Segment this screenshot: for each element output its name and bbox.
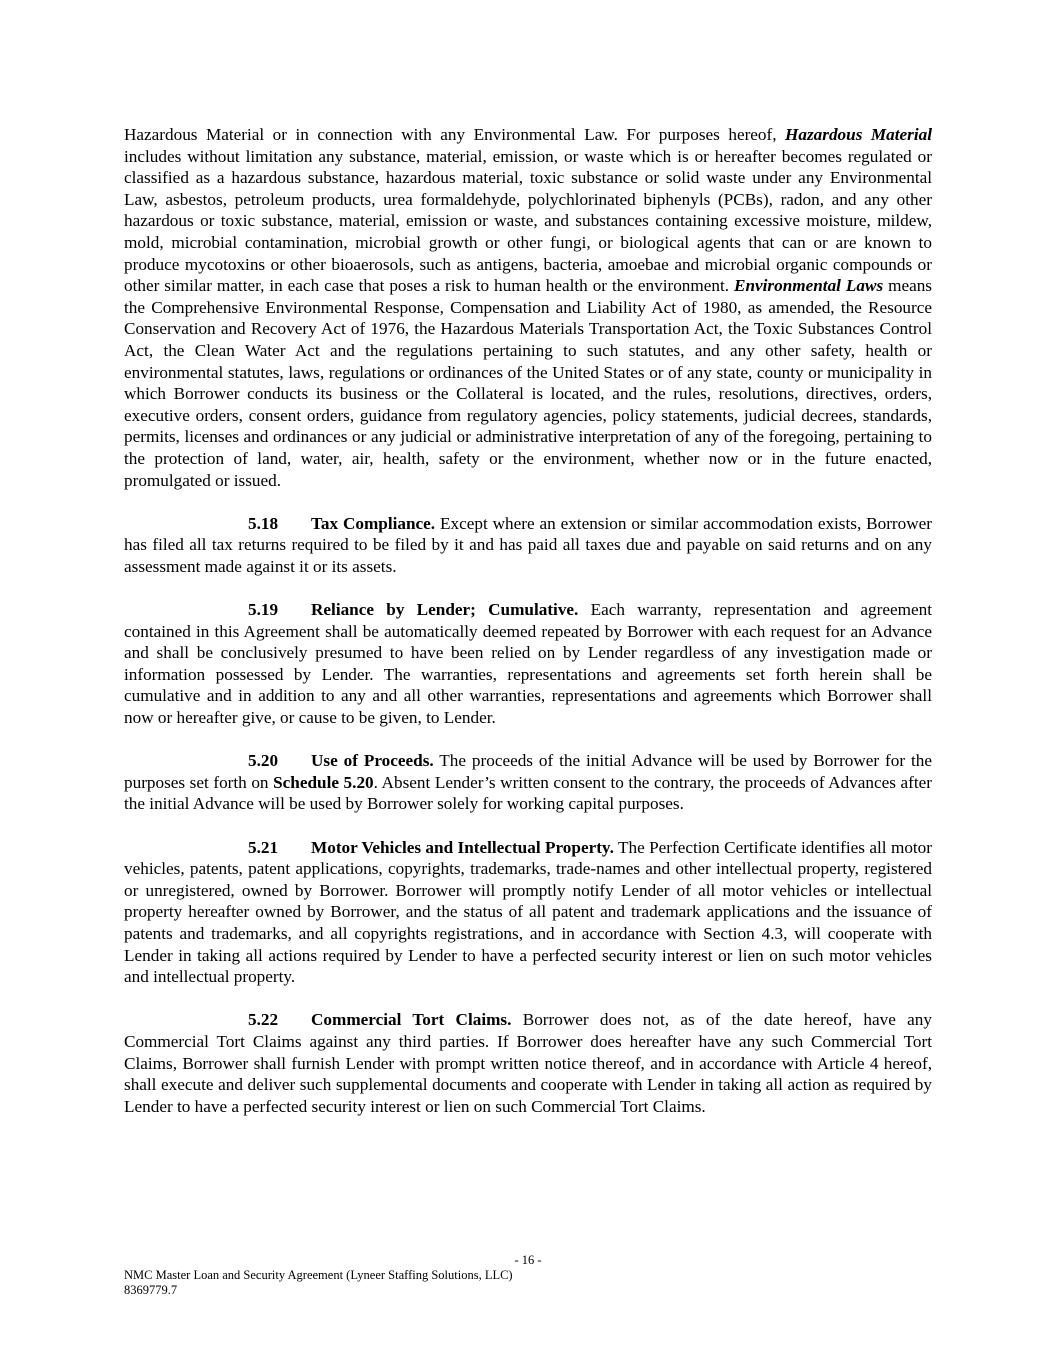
section-number: 5.21 bbox=[248, 837, 279, 857]
section-number: 5.20 bbox=[248, 751, 279, 771]
document-title: NMC Master Loan and Security Agreement (Lyneer Staffing Solutions, LLC) bbox=[124, 1268, 513, 1282]
section-number: 5.22 bbox=[248, 1010, 279, 1030]
section-heading: Tax Compliance. bbox=[311, 513, 436, 533]
section-number: 5.18 bbox=[248, 513, 279, 533]
section-5-20: 5.20 Use of Proceeds. The proceeds of the initial Advance will be used by Borrower for the purposes set forth on Schedule 5.20. Absent Lender’s written consent to the contrary, the proceeds of Advances after the initial Advance will be used by Borrower solely for working capital purposes. bbox=[124, 751, 932, 814]
section-heading: Reliance by Lender; Cumulative. bbox=[311, 600, 579, 620]
section-number: 5.19 bbox=[248, 600, 279, 620]
defined-term: Hazardous Material bbox=[785, 125, 932, 144]
section-heading: Motor Vehicles and Intellectual Property. bbox=[311, 837, 614, 857]
schedule-reference: Schedule 5.20 bbox=[273, 772, 374, 792]
section-heading: Commercial Tort Claims. bbox=[311, 1010, 512, 1030]
defined-term: Environmental Laws bbox=[733, 276, 884, 296]
document-id: 8369779.7 bbox=[124, 1283, 178, 1297]
section-5-19: 5.19 Reliance by Lender; Cumulative. Each warranty, representation and agreement contained in this Agreement shall be automatically deemed repeated by Borrower with each request for an Advance and shall be conclusively presumed to have been relied on by Lender regardless of any investigation made or information possessed by Lender. The warranties, representations and agreements set forth herein shall be cumulative and in addition to any and all other warranties, representations and agreements which Borrower shall now or hereafter give, or cause to be given, to Lender. bbox=[124, 600, 932, 728]
page-number: - 16 - bbox=[514, 1253, 542, 1267]
section-heading: Use of Proceeds. bbox=[311, 751, 434, 771]
page-footer bbox=[124, 1253, 932, 1298]
section-5-21: 5.21 Motor Vehicles and Intellectual Property. The Perfection Certificate identifies all motor vehicles, patents, patent applications, copyrights, trademarks, trade-names and other intellectual property, registered or unregistered, owned by Borrower. Borrower will promptly notify Lender of all motor vehicles or intellectual property hereafter owned by Borrower, and the status of all patent and trademark applications and the issuance of patents and trademarks, and all copyrights registrations, and in accordance with Section 4.3, will cooperate with Lender in taking all actions required by Lender to have a perfected security interest or lien on such motor vehicles and intellectual property. bbox=[124, 837, 932, 987]
section-5-22: 5.22 Commercial Tort Claims. Borrower does not, as of the date hereof, have any Commercial Tort Claims against any third parties. If Borrower does hereafter have any such Commercial Tort Claims, Borrower shall furnish Lender with prompt written notice thereof, and in accordance with Article 4 hereof, shall execute and deliver such supplemental documents and cooperate with Lender in taking all action as required by Lender to have a perfected security interest or lien on such Commercial Tort Claims. bbox=[124, 1010, 932, 1116]
document-body bbox=[124, 124, 932, 1117]
paragraph-definitions: Hazardous Material or in connection with any Environmental Law. For purposes hereof, Hazardous Material includes without limitation any substance, material, emission, or waste which is or hereafter becomes regulated or classified as a hazardous substance, hazardous material, toxic substance or solid waste under any Environmental Law, asbestos, petroleum products, urea formaldehyde, polychlorinated biphenyls (PCBs), radon, and any other hazardous or toxic substance, material, emission or waste, and substances containing excessive moisture, mildew, mold, microbial contamination, microbial growth or other fungi, or biological agents that can or are known to produce mycotoxins or other bioaerosols, such as antigens, bacteria, amoebae and microbial organic compounds or other similar matter, in each case that poses a risk to human health or the environment. Environmental Laws means the Comprehensive Environmental Response, Compensation and Liability Act of 1980, as amended, the Resource Conservation and Recovery Act of 1976, the Hazardous Materials Transportation Act, the Toxic Substances Control Act, the Clean Water Act and the regulations pertaining to such statutes, and any other safety, health or environmental statutes, laws, regulations or ordinances of the United States or of any state, county or municipality in which Borrower conducts its business or the Collateral is located, and the rules, resolutions, directives, orders, executive orders, consent orders, guidance from regulatory agencies, policy statements, judicial decrees, standards, permits, licenses and ordinances or any judicial or administrative interpretation of any of the foregoing, pertaining to the protection of land, water, air, health, safety or the environment, whether now or in the future enacted, promulgated or issued. bbox=[124, 125, 932, 490]
section-5-18: 5.18 Tax Compliance. Except where an extension or similar accommodation exists, Borrower has filed all tax returns required to be filed by it and has paid all taxes due and payable on said returns and on any assessment made against it or its assets. bbox=[124, 513, 933, 576]
